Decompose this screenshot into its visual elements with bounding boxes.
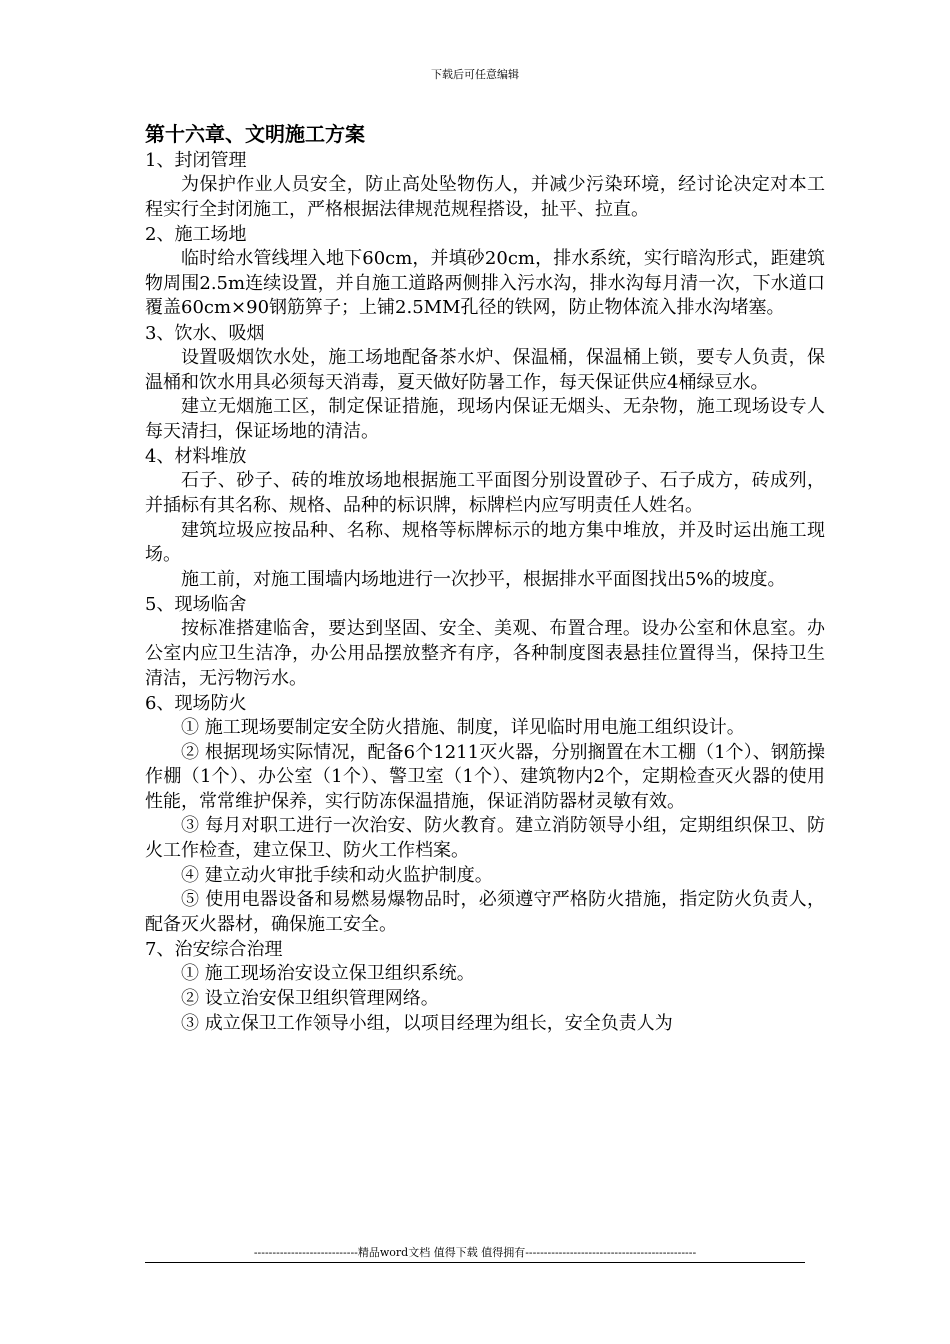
section-heading: 1、封闭管理 — [145, 150, 247, 171]
paragraph: ③ 每月对职工进行一次治安、防火教育。建立消防领导小组，定期组织保卫、防火工作检查，建立保卫、防火工作档案。 — [145, 815, 825, 862]
paragraph: 施工前，对施工围墙内场地进行一次抄平，根据排水平面图找出5%的坡度。 — [181, 568, 786, 590]
paragraph: 按标准搭建临舍，要达到坚固、安全、美观、布置合理。设办公室和休息室。办公室内应卫生洁净，办公用品摆放整齐有序，各种制度图表悬挂位置得当，保持卫生清洁，无污物污水。 — [145, 618, 825, 689]
paragraph: 建立无烟施工区，制定保证措施，现场内保证无烟头、无杂物，施工现场设专人每天清扫，保证场地的清洁。 — [145, 396, 825, 442]
paragraph: ③ 成立保卫工作领导小组，以项目经理为组长，安全负责人为 — [181, 1012, 673, 1034]
section-heading: 7、治安综合治理 — [145, 939, 283, 961]
paragraph: ① 施工现场治安设立保卫组织系统。 — [181, 963, 475, 985]
paragraph: 建筑垃圾应按品种、名称、规格等标牌标示的地方集中堆放，并及时运出施工现场。 — [145, 519, 825, 566]
paragraph: 临时给水管线埋入地下60cm，并填砂20cm，排水系统，实行暗沟形式，距建筑物周围2.5m连续设置，并自施工道路两侧排入污水沟，排水沟每月清一次，下水道口覆盖60cm×90钢筋箅子；上铺2.5MM孔径的铁网，防止物体流入排水沟堵塞。 — [145, 248, 825, 319]
section-heading: 4、材料堆放 — [145, 446, 247, 468]
paragraph: ④ 建立动火审批手续和动火监护制度。 — [181, 864, 493, 886]
section-heading: 6、现场防火 — [145, 693, 247, 715]
document-body — [145, 120, 825, 1036]
chapter-title: 第十六章、文明施工方案 — [145, 122, 365, 146]
paragraph: 为保护作业人员安全，防止高处坠物伤人，并减少污染环境，经讨论决定对本工程实行全封闭施工，严格根据法律规范规程搭设，扯平、拉直。 — [145, 174, 825, 220]
section-6 — [145, 691, 825, 937]
page-footer: ----------------------------精品word文档 值得下载 值得拥有---------------------------------------------- — [253, 1246, 697, 1259]
paragraph: ⑤ 使用电器设备和易燃易爆物品时，必须遵守严格防火措施，指定防火负责人，配备灭火器材，确保施工安全。 — [145, 889, 825, 935]
section-7 — [145, 937, 825, 1036]
paragraph: 石子、砂子、砖的堆放场地根据施工平面图分别设置砂子、石子成方，砖成列，并插标有其名称、规格、品种的标识牌，标牌栏内应写明责任人姓名。 — [145, 470, 825, 516]
paragraph: ② 设立治安保卫组织管理网络。 — [181, 988, 439, 1010]
section-heading: 2、施工场地 — [145, 224, 247, 246]
section-5 — [145, 592, 825, 691]
section-heading: 5、现场临舍 — [145, 594, 247, 616]
page-header: 下载后可任意编辑 — [431, 68, 519, 81]
section-1 — [145, 148, 825, 222]
paragraph: 设置吸烟饮水处，施工场地配备茶水炉、保温桶，保温桶上锁，要专人负责，保温桶和饮水用具必须每天消毒，夏天做好防暑工作，每天保证供应4桶绿豆水。 — [145, 346, 825, 393]
section-3 — [145, 321, 825, 444]
footer-divider — [145, 1262, 805, 1263]
paragraph: ② 根据现场实际情况，配备6个1211灭火器，分别搁置在木工棚（1个）、钢筋操作棚（1个）、办公室（1个）、警卫室（1个）、建筑物内2个，定期检查灭火器的使用性能，常常维护保养，实行防冻保温措施，保证消防器材灵敏有效。 — [145, 741, 825, 812]
section-2 — [145, 222, 825, 321]
paragraph: ① 施工现场要制定安全防火措施、制度，详见临时用电施工组织设计。 — [181, 717, 745, 739]
section-heading: 3、饮水、吸烟 — [145, 322, 265, 344]
section-4 — [145, 444, 825, 592]
